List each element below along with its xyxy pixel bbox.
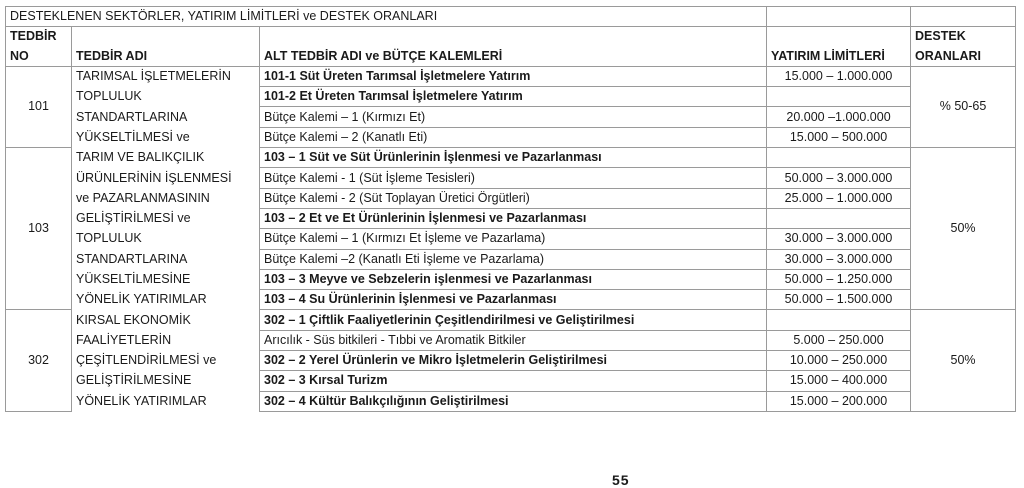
tedbir-adi-line: YÖNELİK YATIRIMLAR [72,290,260,310]
tedbir-adi-line: GELİŞTİRİLMESİ ve [72,208,260,228]
table-row [6,148,1016,168]
yatirim-limiti: 50.000 – 1.250.000 [767,269,911,289]
alt-tedbir-title: 101-2 Et Üreten Tarımsal İşletmelere Yatırım [260,87,767,107]
alt-tedbir-title: 302 – 4 Kültür Balıkçılığının Geliştirilmesi [260,391,767,411]
tedbir-no-cell: 103 [6,148,72,310]
destek-orani-cell: 50% [911,310,1016,411]
header-alt-tedbir: ALT TEDBİR ADI ve BÜTÇE KALEMLERİ [260,47,767,67]
table-title: DESTEKLENEN SEKTÖRLER, YATIRIM LİMİTLERİ ve DESTEK ORANLARI [6,7,767,27]
table-row [6,351,1016,371]
table-row [6,188,1016,208]
butce-kalemi: Bütçe Kalemi - 1 (Süt İşleme Tesisleri) [260,168,767,188]
tedbir-adi-line: TARIM VE BALIKÇILIK [72,148,260,168]
table-row [6,391,1016,411]
alt-tedbir-title: 302 – 1 Çiftlik Faaliyetlerinin Çeşitlendirilmesi ve Geliştirilmesi [260,310,767,330]
header-empty [72,27,260,47]
butce-kalemi: Arıcılık - Süs bitkileri - Tıbbi ve Aromatik Bitkiler [260,330,767,350]
yatirim-limiti [767,208,911,228]
header-tedbir-adi: TEDBİR ADI [72,47,260,67]
yatirim-limiti: 30.000 – 3.000.000 [767,229,911,249]
alt-tedbir-title: 103 – 4 Su Ürünlerinin İşlenmesi ve Pazarlanması [260,290,767,310]
butce-kalemi: Bütçe Kalemi – 2 (Kanatlı Eti) [260,127,767,147]
header-empty [767,27,911,47]
title-row [6,7,1016,27]
yatirim-limiti [767,148,911,168]
yatirim-limiti [767,87,911,107]
destek-orani-cell: % 50-65 [911,66,1016,147]
table-row [6,229,1016,249]
tedbir-adi-line: TOPLULUK [72,87,260,107]
yatirim-limiti: 20.000 –1.000.000 [767,107,911,127]
header-tedbir-no-line1: TEDBİR [6,27,72,47]
header-oran-line1: DESTEK [911,27,1016,47]
table-row [6,290,1016,310]
tedbir-adi-line: GELİŞTİRİLMESİNE [72,371,260,391]
alt-tedbir-title: 302 – 2 Yerel Ürünlerin ve Mikro İşletmelerin Geliştirilmesi [260,351,767,371]
header-row-1 [6,27,1016,47]
alt-tedbir-title: 103 – 3 Meyve ve Sebzelerin işlenmesi ve Pazarlanması [260,269,767,289]
table-row [6,127,1016,147]
table-row [6,371,1016,391]
yatirim-limiti: 30.000 – 3.000.000 [767,249,911,269]
tedbir-no-cell: 101 [6,66,72,147]
header-tedbir-no-line2: NO [6,47,72,67]
header-oran-line2: ORANLARI [911,47,1016,67]
yatirim-limiti: 25.000 – 1.000.000 [767,188,911,208]
table-row [6,107,1016,127]
tedbir-adi-line: STANDARTLARINA [72,107,260,127]
yatirim-limiti: 50.000 – 1.500.000 [767,290,911,310]
tedbir-adi-line: FAALİYETLERİN [72,330,260,350]
header-empty [260,27,767,47]
table-row [6,168,1016,188]
tedbir-adi-line: YÜKSELTİLMESİ ve [72,127,260,147]
table-row [6,310,1016,330]
tedbir-no-cell: 302 [6,310,72,411]
header-row-2 [6,47,1016,67]
tedbir-adi-line: KIRSAL EKONOMİK [72,310,260,330]
table-row [6,208,1016,228]
page-number: 55 [612,472,630,488]
table-row [6,87,1016,107]
butce-kalemi: Bütçe Kalemi - 2 (Süt Toplayan Üretici Örgütleri) [260,188,767,208]
alt-tedbir-title: 302 – 3 Kırsal Turizm [260,371,767,391]
table-row [6,249,1016,269]
yatirim-limiti: 5.000 – 250.000 [767,330,911,350]
title-empty-cell [911,7,1016,27]
butce-kalemi: Bütçe Kalemi –2 (Kanatlı Eti İşleme ve Pazarlama) [260,249,767,269]
support-table [5,6,1016,412]
tedbir-adi-line: ÇEŞİTLENDİRİLMESİ ve [72,351,260,371]
yatirim-limiti [767,310,911,330]
yatirim-limiti: 15.000 – 200.000 [767,391,911,411]
tedbir-adi-line: TOPLULUK [72,229,260,249]
yatirim-limiti: 15.000 – 500.000 [767,127,911,147]
yatirim-limiti: 50.000 – 3.000.000 [767,168,911,188]
yatirim-limiti: 10.000 – 250.000 [767,351,911,371]
alt-tedbir-title: 101-1 Süt Üreten Tarımsal İşletmelere Yatırım [260,66,767,86]
title-empty-cell [767,7,911,27]
yatirim-limiti: 15.000 – 400.000 [767,371,911,391]
table-row [6,330,1016,350]
table-row [6,269,1016,289]
tedbir-adi-line: ve PAZARLANMASININ [72,188,260,208]
alt-tedbir-title: 103 – 1 Süt ve Süt Ürünlerinin İşlenmesi ve Pazarlanması [260,148,767,168]
tedbir-adi-line: YÖNELİK YATIRIMLAR [72,391,260,411]
yatirim-limiti: 15.000 – 1.000.000 [767,66,911,86]
butce-kalemi: Bütçe Kalemi – 1 (Kırmızı Et) [260,107,767,127]
tedbir-adi-line: TARIMSAL İŞLETMELERİN [72,66,260,86]
table-row [6,66,1016,86]
destek-orani-cell: 50% [911,148,1016,310]
tedbir-adi-line: YÜKSELTİLMESİNE [72,269,260,289]
tedbir-adi-line: STANDARTLARINA [72,249,260,269]
header-limit: YATIRIM LİMİTLERİ [767,47,911,67]
tedbir-adi-line: ÜRÜNLERİNİN İŞLENMESİ [72,168,260,188]
alt-tedbir-title: 103 – 2 Et ve Et Ürünlerinin İşlenmesi ve Pazarlanması [260,208,767,228]
butce-kalemi: Bütçe Kalemi – 1 (Kırmızı Et İşleme ve Pazarlama) [260,229,767,249]
